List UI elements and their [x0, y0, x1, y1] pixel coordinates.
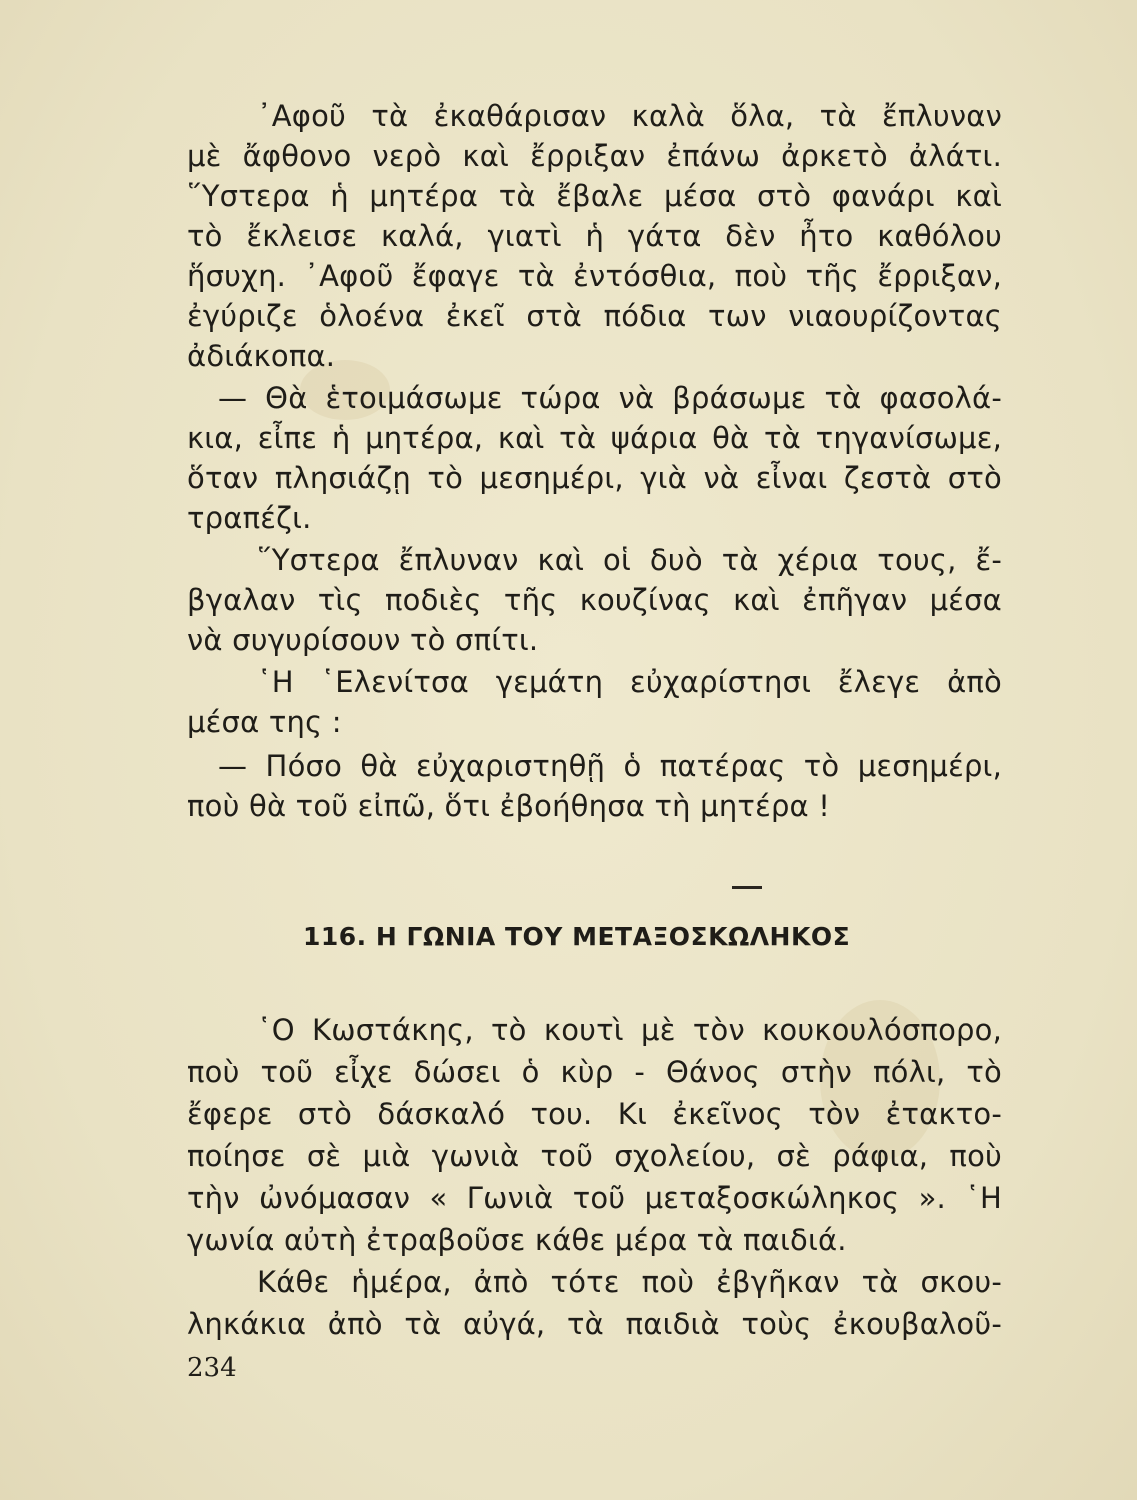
text-line: ποὺ θὰ τοῦ εἰπῶ, ὅτι ἐβοήθησα τὴ μητέρα ! [187, 789, 831, 823]
text-line: τραπέζι. [187, 501, 312, 535]
text-line: ἀδιάκοπα. [187, 339, 336, 373]
text-line: ᾿Αφοῦ τὰ ἐκαθάρισαν καλὰ ὅλα, τὰ ἔπλυναν [257, 99, 1002, 133]
text-line: ποίησε σὲ μιὰ γωνιὰ τοῦ σχολείου, σὲ ράφια, ποὺ [187, 1139, 1002, 1173]
text-line: ῾Ο Κωστάκης, τὸ κουτὶ μὲ τὸν κουκουλόσπορο, [257, 1013, 1002, 1047]
text-line: ὅταν πλησιάζῃ τὸ μεσημέρι, γιὰ νὰ εἶναι ζεστὰ στὸ [187, 461, 1002, 495]
text-line: βγαλαν τὶς ποδιὲς τῆς κουζίνας καὶ ἐπῆγαν μέσα [187, 583, 1002, 617]
text-line: Κάθε ἡμέρα, ἀπὸ τότε ποὺ ἐβγῆκαν τὰ σκου- [257, 1265, 1002, 1299]
text-line: ἔφερε στὸ δάσκαλό του. Κι ἐκεῖνος τὸν ἐτακτο- [187, 1097, 1002, 1131]
text-line: ληκάκια ἀπὸ τὰ αὐγά, τὰ παιδιὰ τοὺς ἐκουβαλοῦ- [187, 1307, 1002, 1341]
text-line: — Θὰ ἑτοιμάσωμε τώρα νὰ βράσωμε τὰ φασολά- [218, 381, 1002, 415]
text-line: ποὺ τοῦ εἶχε δώσει ὁ κὺρ - Θάνος στὴν πόλι, τὸ [187, 1055, 1002, 1089]
text-line: τὴν ὠνόμασαν « Γωνιὰ τοῦ μεταξοσκώληκος ». ῾Η [187, 1181, 1002, 1215]
text-line: νὰ συγυρίσουν τὸ σπίτι. [187, 623, 539, 657]
text-line: ἐγύριζε ὁλοένα ἐκεῖ στὰ πόδια των νιαουρίζοντας [187, 299, 1002, 333]
text-line: κια, εἶπε ἡ μητέρα, καὶ τὰ ψάρια θὰ τὰ τηγανίσωμε, [187, 421, 1002, 455]
text-line: ῞Υστερα ἡ μητέρα τὰ ἔβαλε μέσα στὸ φανάρι καὶ [187, 179, 1002, 213]
text-line: μέσα της : [187, 705, 342, 739]
text-line: μὲ ἄφθονο νερὸ καὶ ἔρριξαν ἐπάνω ἀρκετὸ ἀλάτι. [187, 139, 1002, 173]
page-number: 234 [187, 1353, 237, 1383]
text-line: — Πόσο θὰ εὐχαριστηθῇ ὁ πατέρας τὸ μεσημέρι, [218, 749, 1002, 783]
text-line: ῞Υστερα ἔπλυναν καὶ οἱ δυὸ τὰ χέρια τους, ἔ- [257, 543, 1002, 577]
text-line: ῾Η ῾Ελενίτσα γεμάτη εὐχαρίστησι ἔλεγε ἀπὸ [257, 665, 1002, 699]
chapter-heading: 116. Η ΓΩΝΙΑ ΤΟΥ ΜΕΤΑΞΟΣΚΩΛΗΚΟΣ [303, 922, 851, 951]
text-line: ἥσυχη. ᾿Αφοῦ ἔφαγε τὰ ἐντόσθια, ποὺ τῆς ἔρριξαν, [187, 259, 1002, 293]
text-line: τὸ ἔκλεισε καλά, γιατὶ ἡ γάτα δὲν ἦτο καθόλου [187, 219, 1002, 253]
text-line: γωνία αὐτὴ ἐτραβοῦσε κάθε μέρα τὰ παιδιά. [187, 1223, 847, 1257]
section-divider [732, 886, 762, 889]
